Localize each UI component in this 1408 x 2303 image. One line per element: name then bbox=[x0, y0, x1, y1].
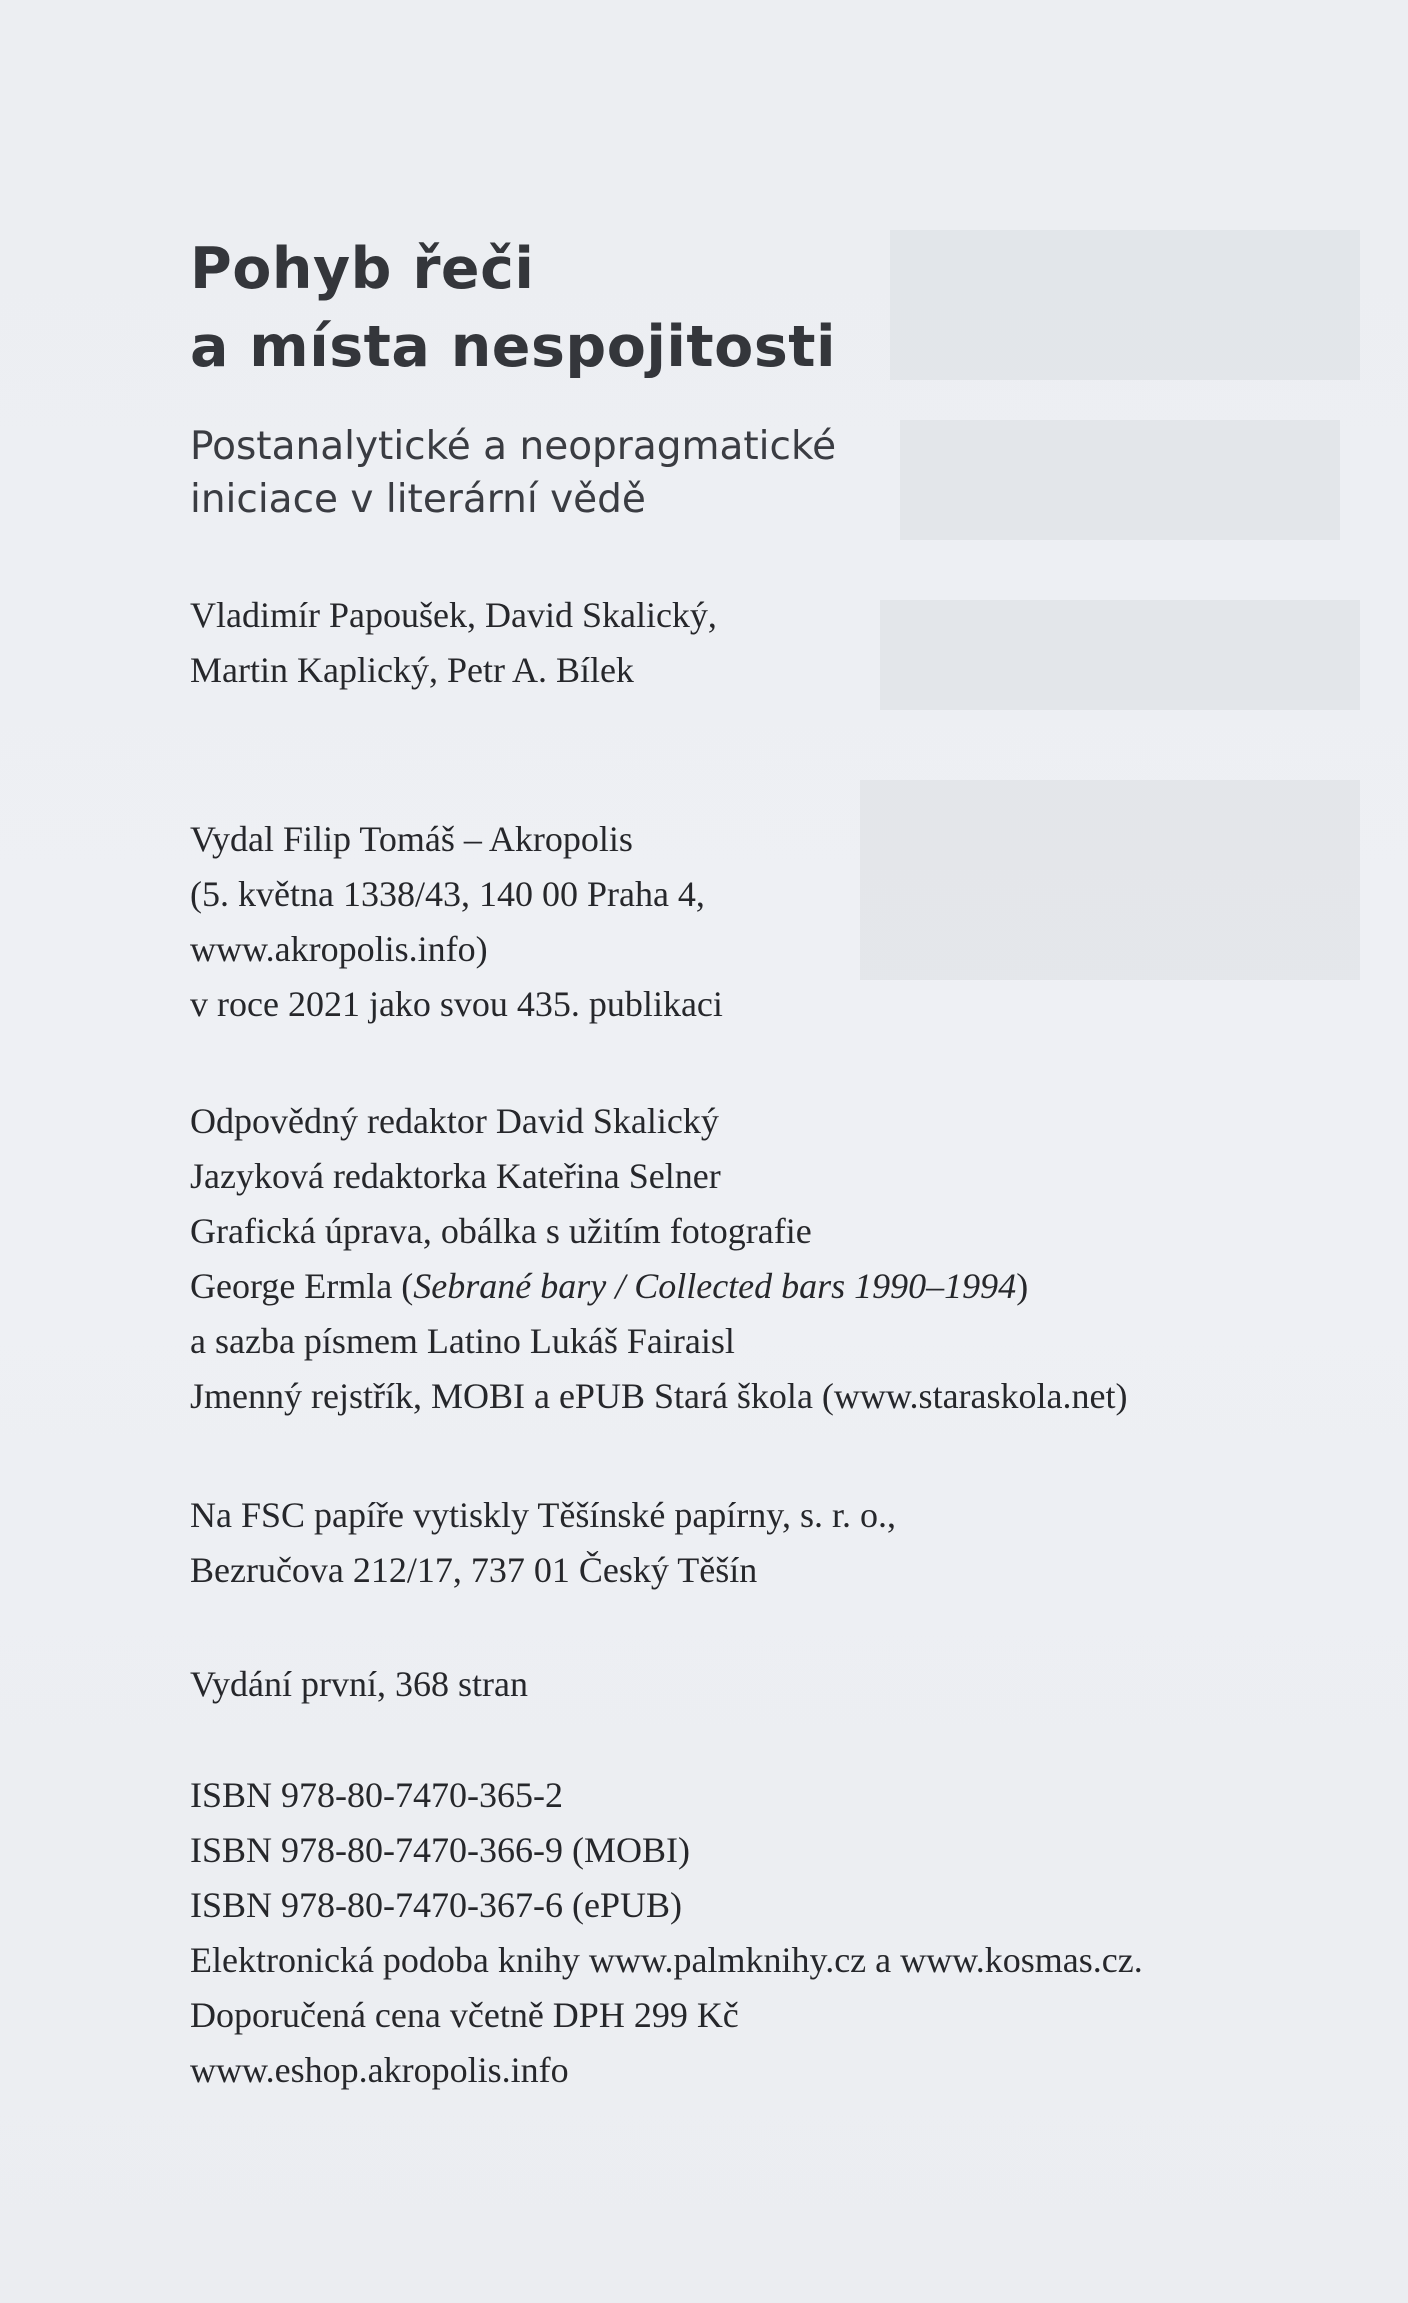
authors-line1: Vladimír Papoušek, David Skalický, bbox=[190, 595, 717, 635]
book-subtitle-line2: iniciace v literární vědě bbox=[190, 477, 646, 522]
isbn-line3: ISBN 978-80-7470-367-6 (ePUB) bbox=[190, 1885, 682, 1925]
editors-line1: Odpovědný redaktor David Skalický bbox=[190, 1101, 719, 1141]
book-title bbox=[190, 230, 836, 386]
eshop-url-line: www.eshop.akropolis.info bbox=[190, 2050, 569, 2090]
publisher-line1: Vydal Filip Tomáš – Akropolis bbox=[190, 819, 633, 859]
editors-line3: Grafická úprava, obálka s užitím fotografie bbox=[190, 1211, 812, 1251]
editors-line4-prefix: George Ermla ( bbox=[190, 1266, 414, 1306]
ebook-availability-line: Elektronická podoba knihy www.palmknihy.cz a www.kosmas.cz. bbox=[190, 1940, 1143, 1980]
printer-block bbox=[190, 1488, 896, 1598]
editors-line2: Jazyková redaktorka Kateřina Selner bbox=[190, 1156, 721, 1196]
editors-line4-suffix: ) bbox=[1016, 1266, 1029, 1306]
publisher-line4: v roce 2021 jako svou 435. publikaci bbox=[190, 984, 723, 1024]
book-subtitle-line1: Postanalytické a neopragmatické bbox=[190, 424, 837, 469]
isbn-block bbox=[190, 1768, 1143, 2098]
publisher-line2: (5. května 1338/43, 140 00 Praha 4, bbox=[190, 874, 705, 914]
isbn-line2: ISBN 978-80-7470-366-9 (MOBI) bbox=[190, 1830, 690, 1870]
book-subtitle bbox=[190, 420, 836, 526]
printer-line1: Na FSC papíře vytiskly Těšínské papírny, s. r. o., bbox=[190, 1495, 896, 1535]
publisher-block bbox=[190, 812, 723, 1032]
authors-block bbox=[190, 588, 717, 698]
edition-line1: Vydání první, 368 stran bbox=[190, 1664, 528, 1704]
edition-block bbox=[190, 1657, 528, 1712]
book-title-line1: Pohyb řeči bbox=[190, 236, 535, 302]
authors-line2: Martin Kaplický, Petr A. Bílek bbox=[190, 650, 634, 690]
isbn-line1: ISBN 978-80-7470-365-2 bbox=[190, 1775, 563, 1815]
publisher-line3: www.akropolis.info) bbox=[190, 929, 488, 969]
book-title-line2: a místa nespojitosti bbox=[190, 314, 837, 380]
editors-line4 bbox=[190, 1259, 1127, 1314]
editors-line4-photo-title: Sebrané bary / Collected bars 1990–1994 bbox=[413, 1266, 1017, 1306]
editors-line6: Jmenný rejstřík, MOBI a ePUB Stará škola (www.staraskola.net) bbox=[190, 1376, 1128, 1416]
recommended-price-line: Doporučená cena včetně DPH 299 Kč bbox=[190, 1995, 739, 2035]
printer-line2: Bezručova 212/17, 737 01 Český Těšín bbox=[190, 1550, 758, 1590]
editors-block bbox=[190, 1094, 1127, 1424]
editors-line5: a sazba písmem Latino Lukáš Fairaisl bbox=[190, 1321, 735, 1361]
